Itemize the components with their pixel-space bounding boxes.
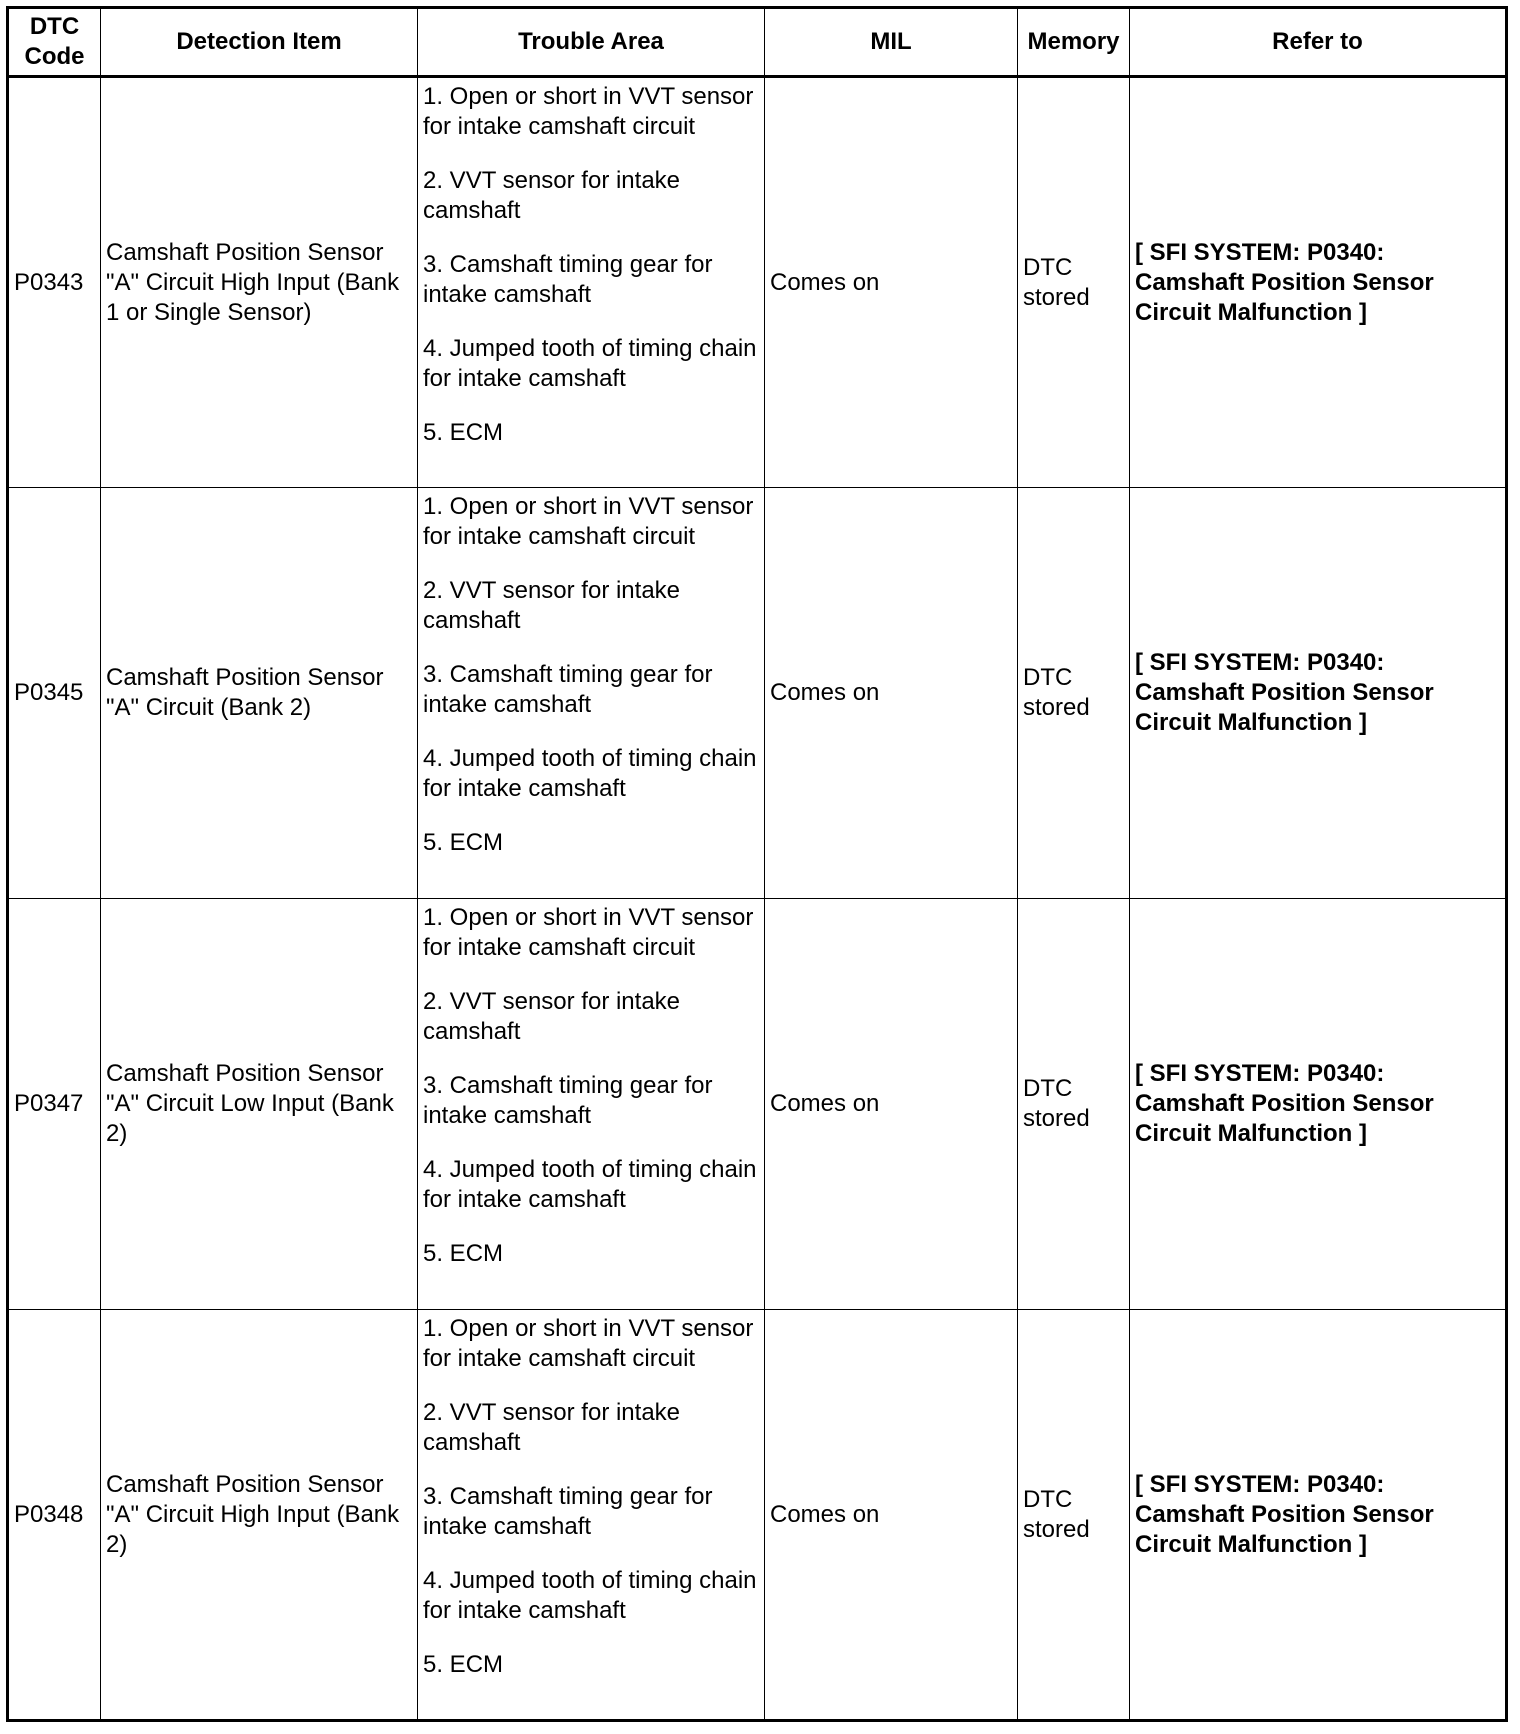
trouble-item: 4. Jumped tooth of timing chain for intake camshaft — [423, 1567, 757, 1624]
trouble-item: 1. Open or short in VVT sensor for intake camshaft circuit — [423, 83, 754, 140]
trouble-item: 4. Jumped tooth of timing chain for intake camshaft — [423, 1156, 757, 1213]
trouble-item: 5. ECM — [423, 829, 504, 856]
header-memory: Memory — [1018, 8, 1130, 77]
trouble-item: 4. Jumped tooth of timing chain for intake camshaft — [423, 335, 757, 392]
memory-cell: DTC stored — [1018, 488, 1130, 899]
trouble-item: 5. ECM — [423, 1240, 504, 1267]
dtc-code-cell: P0345 — [8, 488, 101, 899]
trouble-item: 1. Open or short in VVT sensor for intake camshaft circuit — [423, 904, 754, 961]
memory-cell: DTC stored — [1018, 1310, 1130, 1721]
refer-to-link[interactable]: [ SFI SYSTEM: P0340: Camshaft Position Sensor Circuit Malfunction ] — [1130, 899, 1507, 1310]
trouble-item: 2. VVT sensor for intake camshaft — [423, 988, 681, 1045]
trouble-area-cell — [418, 77, 765, 488]
header-refer-to: Refer to — [1130, 8, 1507, 77]
dtc-code-cell: P0343 — [8, 77, 101, 488]
detection-item-cell: Camshaft Position Sensor "A" Circuit Low Input (Bank 2) — [101, 899, 418, 1310]
refer-to-link[interactable]: [ SFI SYSTEM: P0340: Camshaft Position Sensor Circuit Malfunction ] — [1130, 488, 1507, 899]
trouble-area-cell — [418, 1310, 765, 1721]
header-row — [8, 8, 1507, 77]
mil-cell: Comes on — [765, 488, 1018, 899]
table-row — [8, 899, 1507, 1310]
trouble-item: 1. Open or short in VVT sensor for intake camshaft circuit — [423, 493, 754, 550]
trouble-item: 2. VVT sensor for intake camshaft — [423, 1399, 681, 1456]
trouble-item: 1. Open or short in VVT sensor for intake camshaft circuit — [423, 1315, 754, 1372]
detection-item-cell: Camshaft Position Sensor "A" Circuit (Bank 2) — [101, 488, 418, 899]
mil-cell: Comes on — [765, 899, 1018, 1310]
dtc-table — [6, 6, 1508, 1722]
trouble-item: 3. Camshaft timing gear for intake camshaft — [423, 661, 713, 718]
refer-to-link[interactable]: [ SFI SYSTEM: P0340: Camshaft Position Sensor Circuit Malfunction ] — [1130, 1310, 1507, 1721]
detection-item-cell: Camshaft Position Sensor "A" Circuit High Input (Bank 1 or Single Sensor) — [101, 77, 418, 488]
table-header — [8, 8, 1507, 77]
mil-cell: Comes on — [765, 77, 1018, 488]
memory-cell: DTC stored — [1018, 77, 1130, 488]
table-row — [8, 488, 1507, 899]
header-dtc-code: DTC Code — [8, 8, 101, 77]
trouble-item: 2. VVT sensor for intake camshaft — [423, 167, 681, 224]
trouble-area-cell — [418, 899, 765, 1310]
dtc-code-cell: P0347 — [8, 899, 101, 1310]
table-row — [8, 77, 1507, 488]
header-detection-item: Detection Item — [101, 8, 418, 77]
header-mil: MIL — [765, 8, 1018, 77]
table-row — [8, 1310, 1507, 1721]
trouble-item: 2. VVT sensor for intake camshaft — [423, 577, 681, 634]
dtc-code-cell: P0348 — [8, 1310, 101, 1721]
refer-to-link[interactable]: [ SFI SYSTEM: P0340: Camshaft Position Sensor Circuit Malfunction ] — [1130, 77, 1507, 488]
trouble-item: 4. Jumped tooth of timing chain for intake camshaft — [423, 745, 757, 802]
header-trouble-area: Trouble Area — [418, 8, 765, 77]
trouble-item: 3. Camshaft timing gear for intake camshaft — [423, 1483, 713, 1540]
detection-item-cell: Camshaft Position Sensor "A" Circuit High Input (Bank 2) — [101, 1310, 418, 1721]
trouble-item: 3. Camshaft timing gear for intake camshaft — [423, 1072, 713, 1129]
trouble-item: 3. Camshaft timing gear for intake camshaft — [423, 251, 713, 308]
trouble-item: 5. ECM — [423, 1651, 504, 1678]
table-body — [8, 77, 1507, 1721]
trouble-area-cell — [418, 488, 765, 899]
memory-cell: DTC stored — [1018, 899, 1130, 1310]
mil-cell: Comes on — [765, 1310, 1018, 1721]
trouble-item: 5. ECM — [423, 419, 504, 446]
